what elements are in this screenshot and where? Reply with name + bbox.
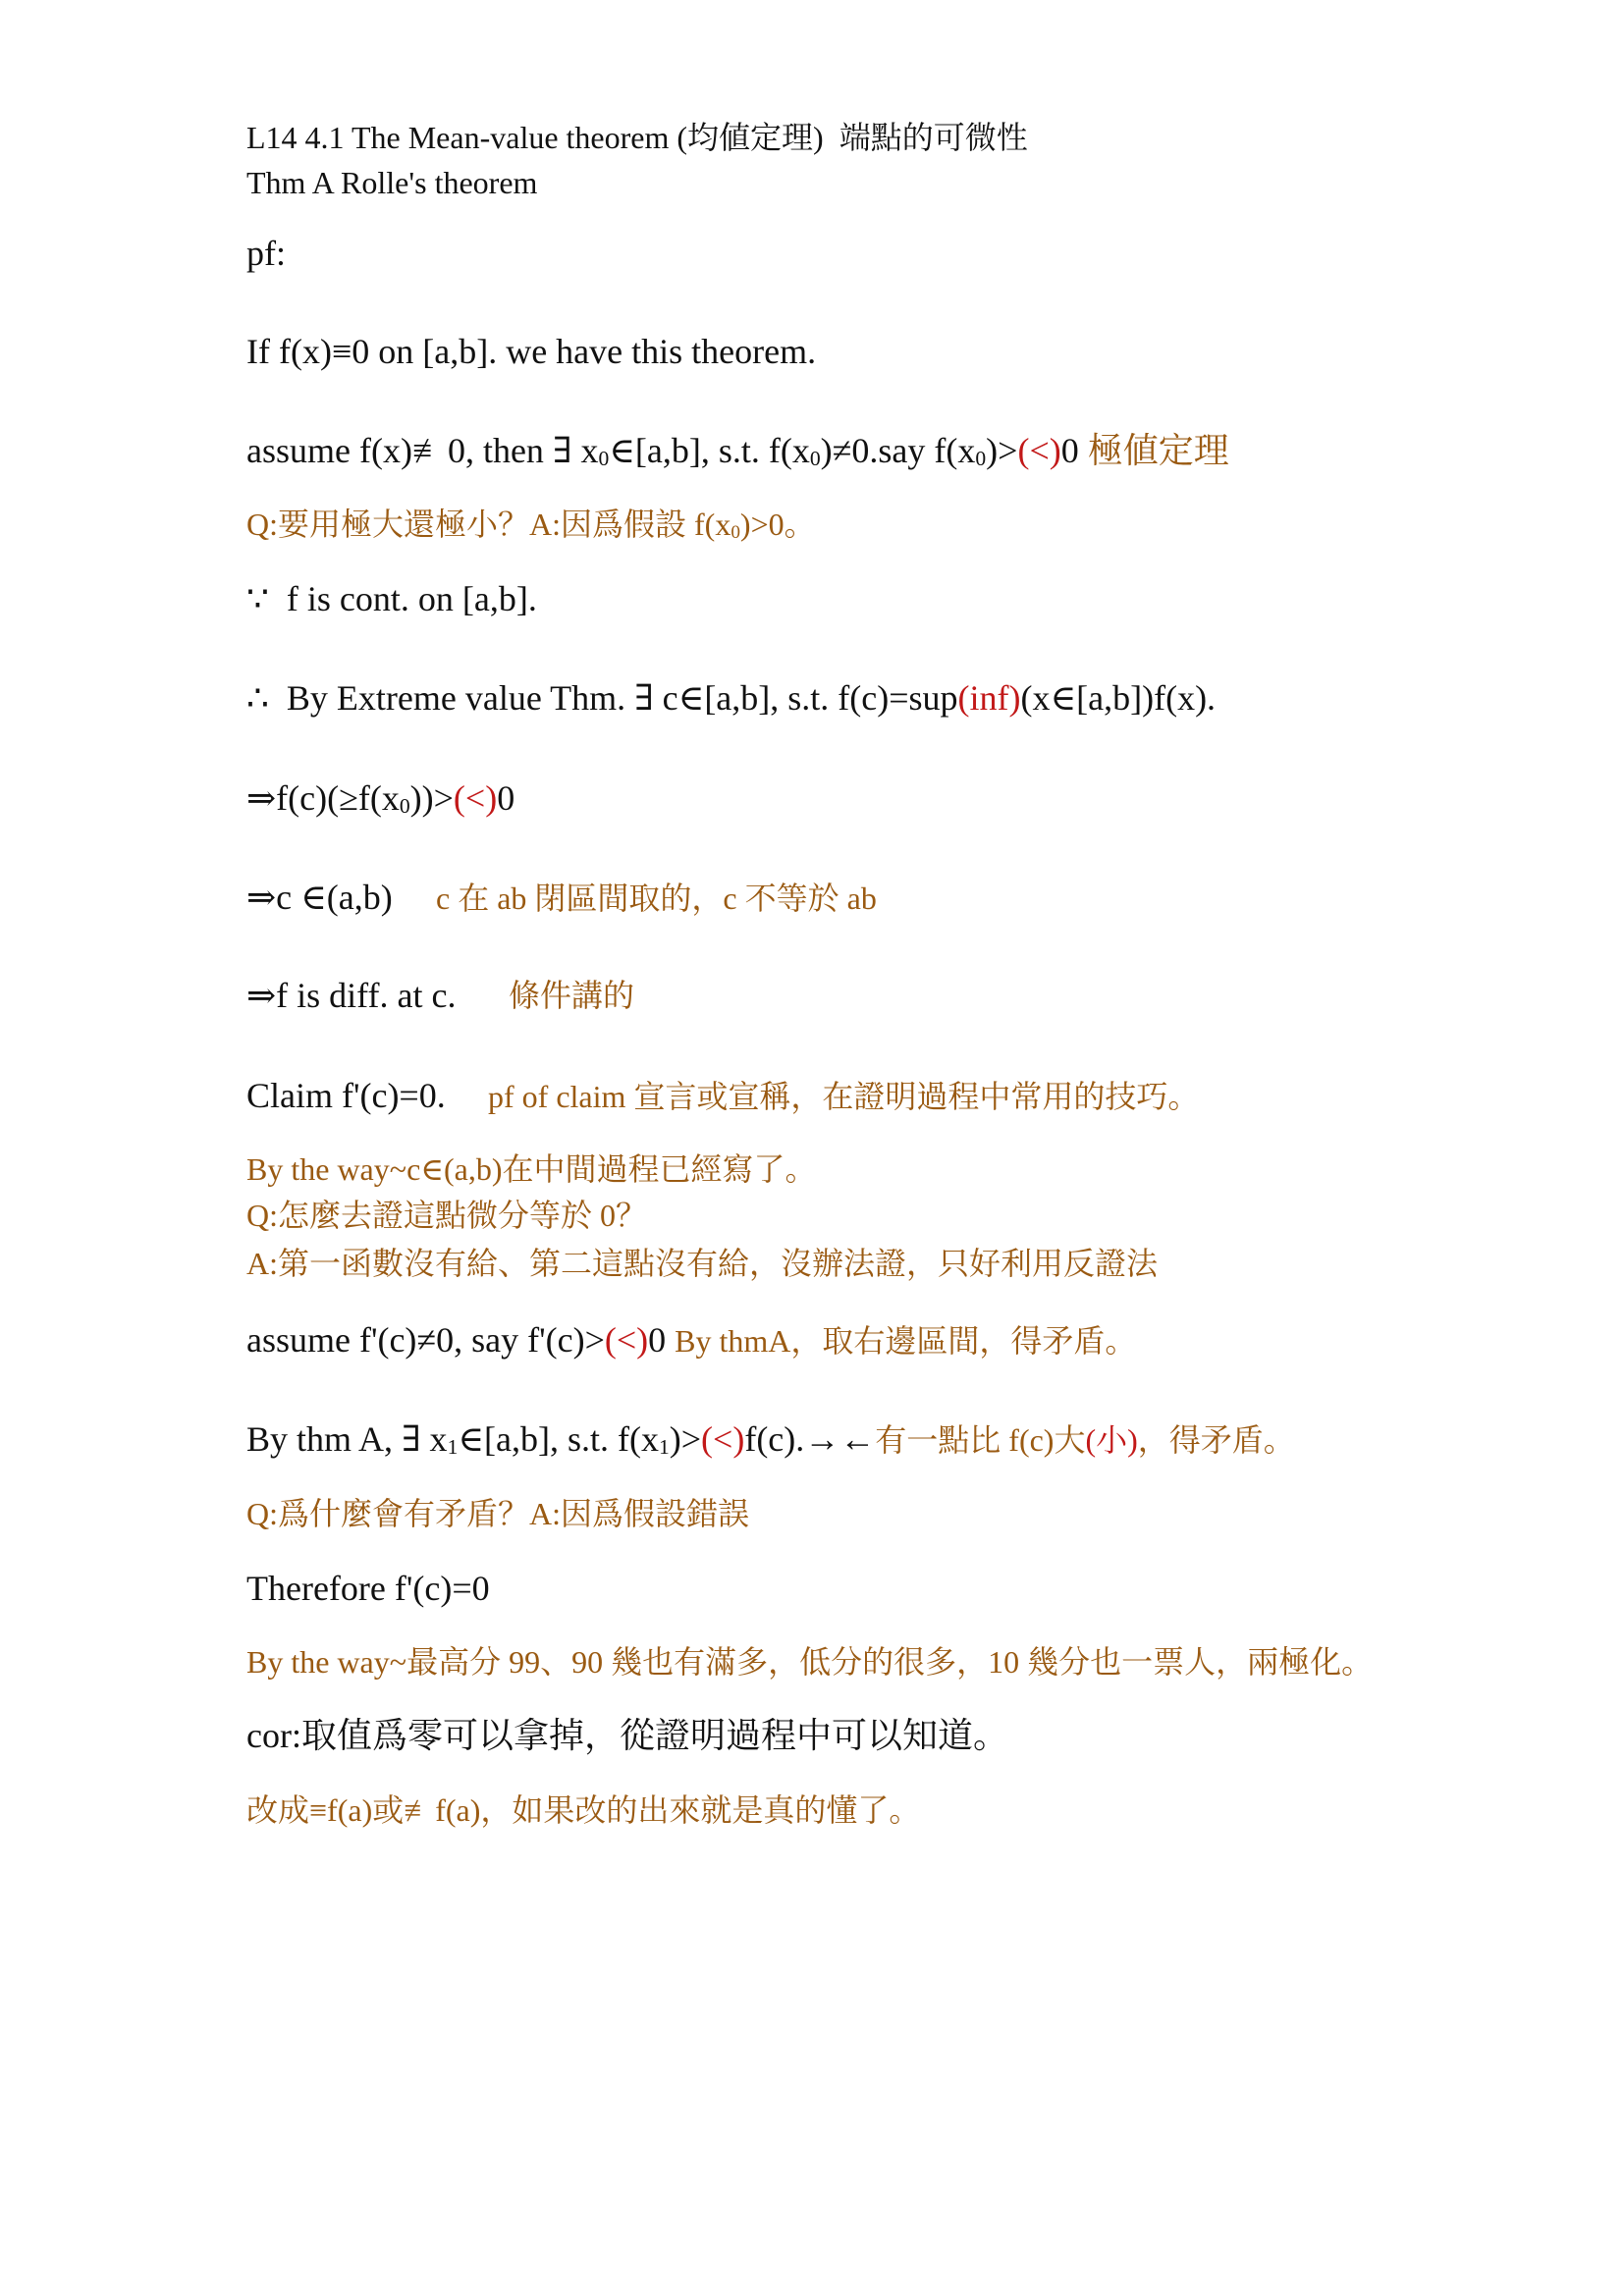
text-run: ))> xyxy=(409,778,454,818)
text-run: assume f(x)≢0, then ∃ x xyxy=(246,431,599,470)
text-run: )>0。 xyxy=(739,507,816,542)
subscript: 0 xyxy=(399,794,410,819)
conclusion-line: Therefore f'(c)=0 xyxy=(246,1569,490,1608)
subscript: 0 xyxy=(598,447,610,471)
text-run: ∈[a,b], s.t. f(x xyxy=(458,1419,659,1459)
corollary-note: 改成≡f(a)或≢f(a)，如果改的出來就是真的懂了。 xyxy=(246,1792,921,1828)
alt-case-mark: (<) xyxy=(1017,431,1061,470)
margin-note: pf of claim 宣言或宣稱，在證明過程中常用的技巧。 xyxy=(488,1079,1200,1114)
subscript: 1 xyxy=(447,1435,459,1460)
text-run: f(c).→← xyxy=(744,1419,876,1459)
alt-case-mark: (小) xyxy=(1085,1422,1138,1458)
alt-case-mark: (<) xyxy=(604,1320,649,1360)
answer-2: A:第一函數沒有給、第二這點沒有給，沒辦法證，只好利用反證法 xyxy=(246,1246,1159,1281)
text-run: ⇒f(c)(≥f(x xyxy=(246,778,400,818)
text-run: By thm A, ∃ x xyxy=(246,1419,448,1459)
text-run: assume f'(c)≠0, say f'(c)> xyxy=(246,1320,605,1360)
text-run: )> xyxy=(986,431,1018,470)
subscript: 1 xyxy=(658,1435,670,1460)
alt-case-mark: (inf) xyxy=(957,678,1021,718)
margin-note: c 在 ab 閉區間取的，c 不等於 ab xyxy=(436,881,877,916)
margin-note: By thmA，取右邊區間，得矛盾。 xyxy=(675,1323,1137,1359)
subscript: 0 xyxy=(809,447,821,471)
margin-note: 極値定理 xyxy=(1087,431,1229,470)
proof-therefore-line xyxy=(246,680,1216,716)
text-run: 0 xyxy=(1060,431,1088,470)
margin-note: ，得矛盾。 xyxy=(1137,1422,1295,1458)
margin-note: 有一點比 f(c)大 xyxy=(875,1422,1086,1458)
text-run: Claim f'(c)=0. xyxy=(246,1076,446,1115)
margin-note: 條件講的 xyxy=(509,978,635,1013)
page-title: L14 4.1 The Mean-value theorem (均値定理) 端點的可微性 xyxy=(246,120,1028,155)
text-run: (x∈[a,b])f(x). xyxy=(1020,678,1217,718)
text-run: 0 xyxy=(648,1320,676,1360)
by-the-way-note-1: By the way~c∈(a,b)在中間過程已經寫了。 xyxy=(246,1151,817,1187)
claim-line xyxy=(246,1076,1200,1115)
proof-because-line: ∵ f is cont. on [a,b]. xyxy=(246,579,537,618)
subscript: 0 xyxy=(975,447,987,471)
text-run: Q:要用極大還極小？A:因爲假設 f(x xyxy=(246,507,731,542)
subscript: 0 xyxy=(731,521,740,543)
by-the-way-note-2: By the way~最高分 99、90 幾也有滿多，低分的很多，10 幾分也一票人，兩極化。 xyxy=(246,1644,1374,1680)
text-run: )≠0.say f(x xyxy=(820,431,976,470)
question-1 xyxy=(246,508,816,542)
page-subtitle: Thm A Rolle's theorem xyxy=(246,165,538,200)
proof-assume-line xyxy=(246,433,1229,470)
assume-contradiction-line xyxy=(246,1322,1136,1358)
text-run: 0 xyxy=(497,778,515,818)
proof-label: pf: xyxy=(246,234,286,273)
by-thm-a-line xyxy=(246,1421,1295,1459)
alt-case-mark: (<) xyxy=(701,1419,745,1459)
text-run: ⇒c ∈(a,b) xyxy=(246,878,393,917)
text-run: ∈[a,b], s.t. f(x xyxy=(609,431,810,470)
text-run: ∴ By Extreme value Thm. ∃ c∈[a,b], s.t. f(c)=sup xyxy=(246,678,958,718)
question-3: Q:爲什麼會有矛盾？A:因爲假設錯誤 xyxy=(246,1496,750,1531)
text-run: ⇒f is diff. at c. xyxy=(246,976,457,1015)
text-run: )> xyxy=(669,1419,702,1459)
alt-case-mark: (<) xyxy=(453,778,498,818)
proof-implies-2 xyxy=(246,878,877,917)
proof-case-zero: If f(x)≡0 on [a,b]. we have this theorem. xyxy=(246,332,817,371)
proof-implies-1 xyxy=(246,780,514,818)
proof-implies-3 xyxy=(246,976,635,1015)
question-2: Q:怎麼去證這點微分等於 0？ xyxy=(246,1198,648,1233)
corollary-line: cor:取值爲零可以拿掉，從證明過程中可以知道。 xyxy=(246,1716,1008,1755)
